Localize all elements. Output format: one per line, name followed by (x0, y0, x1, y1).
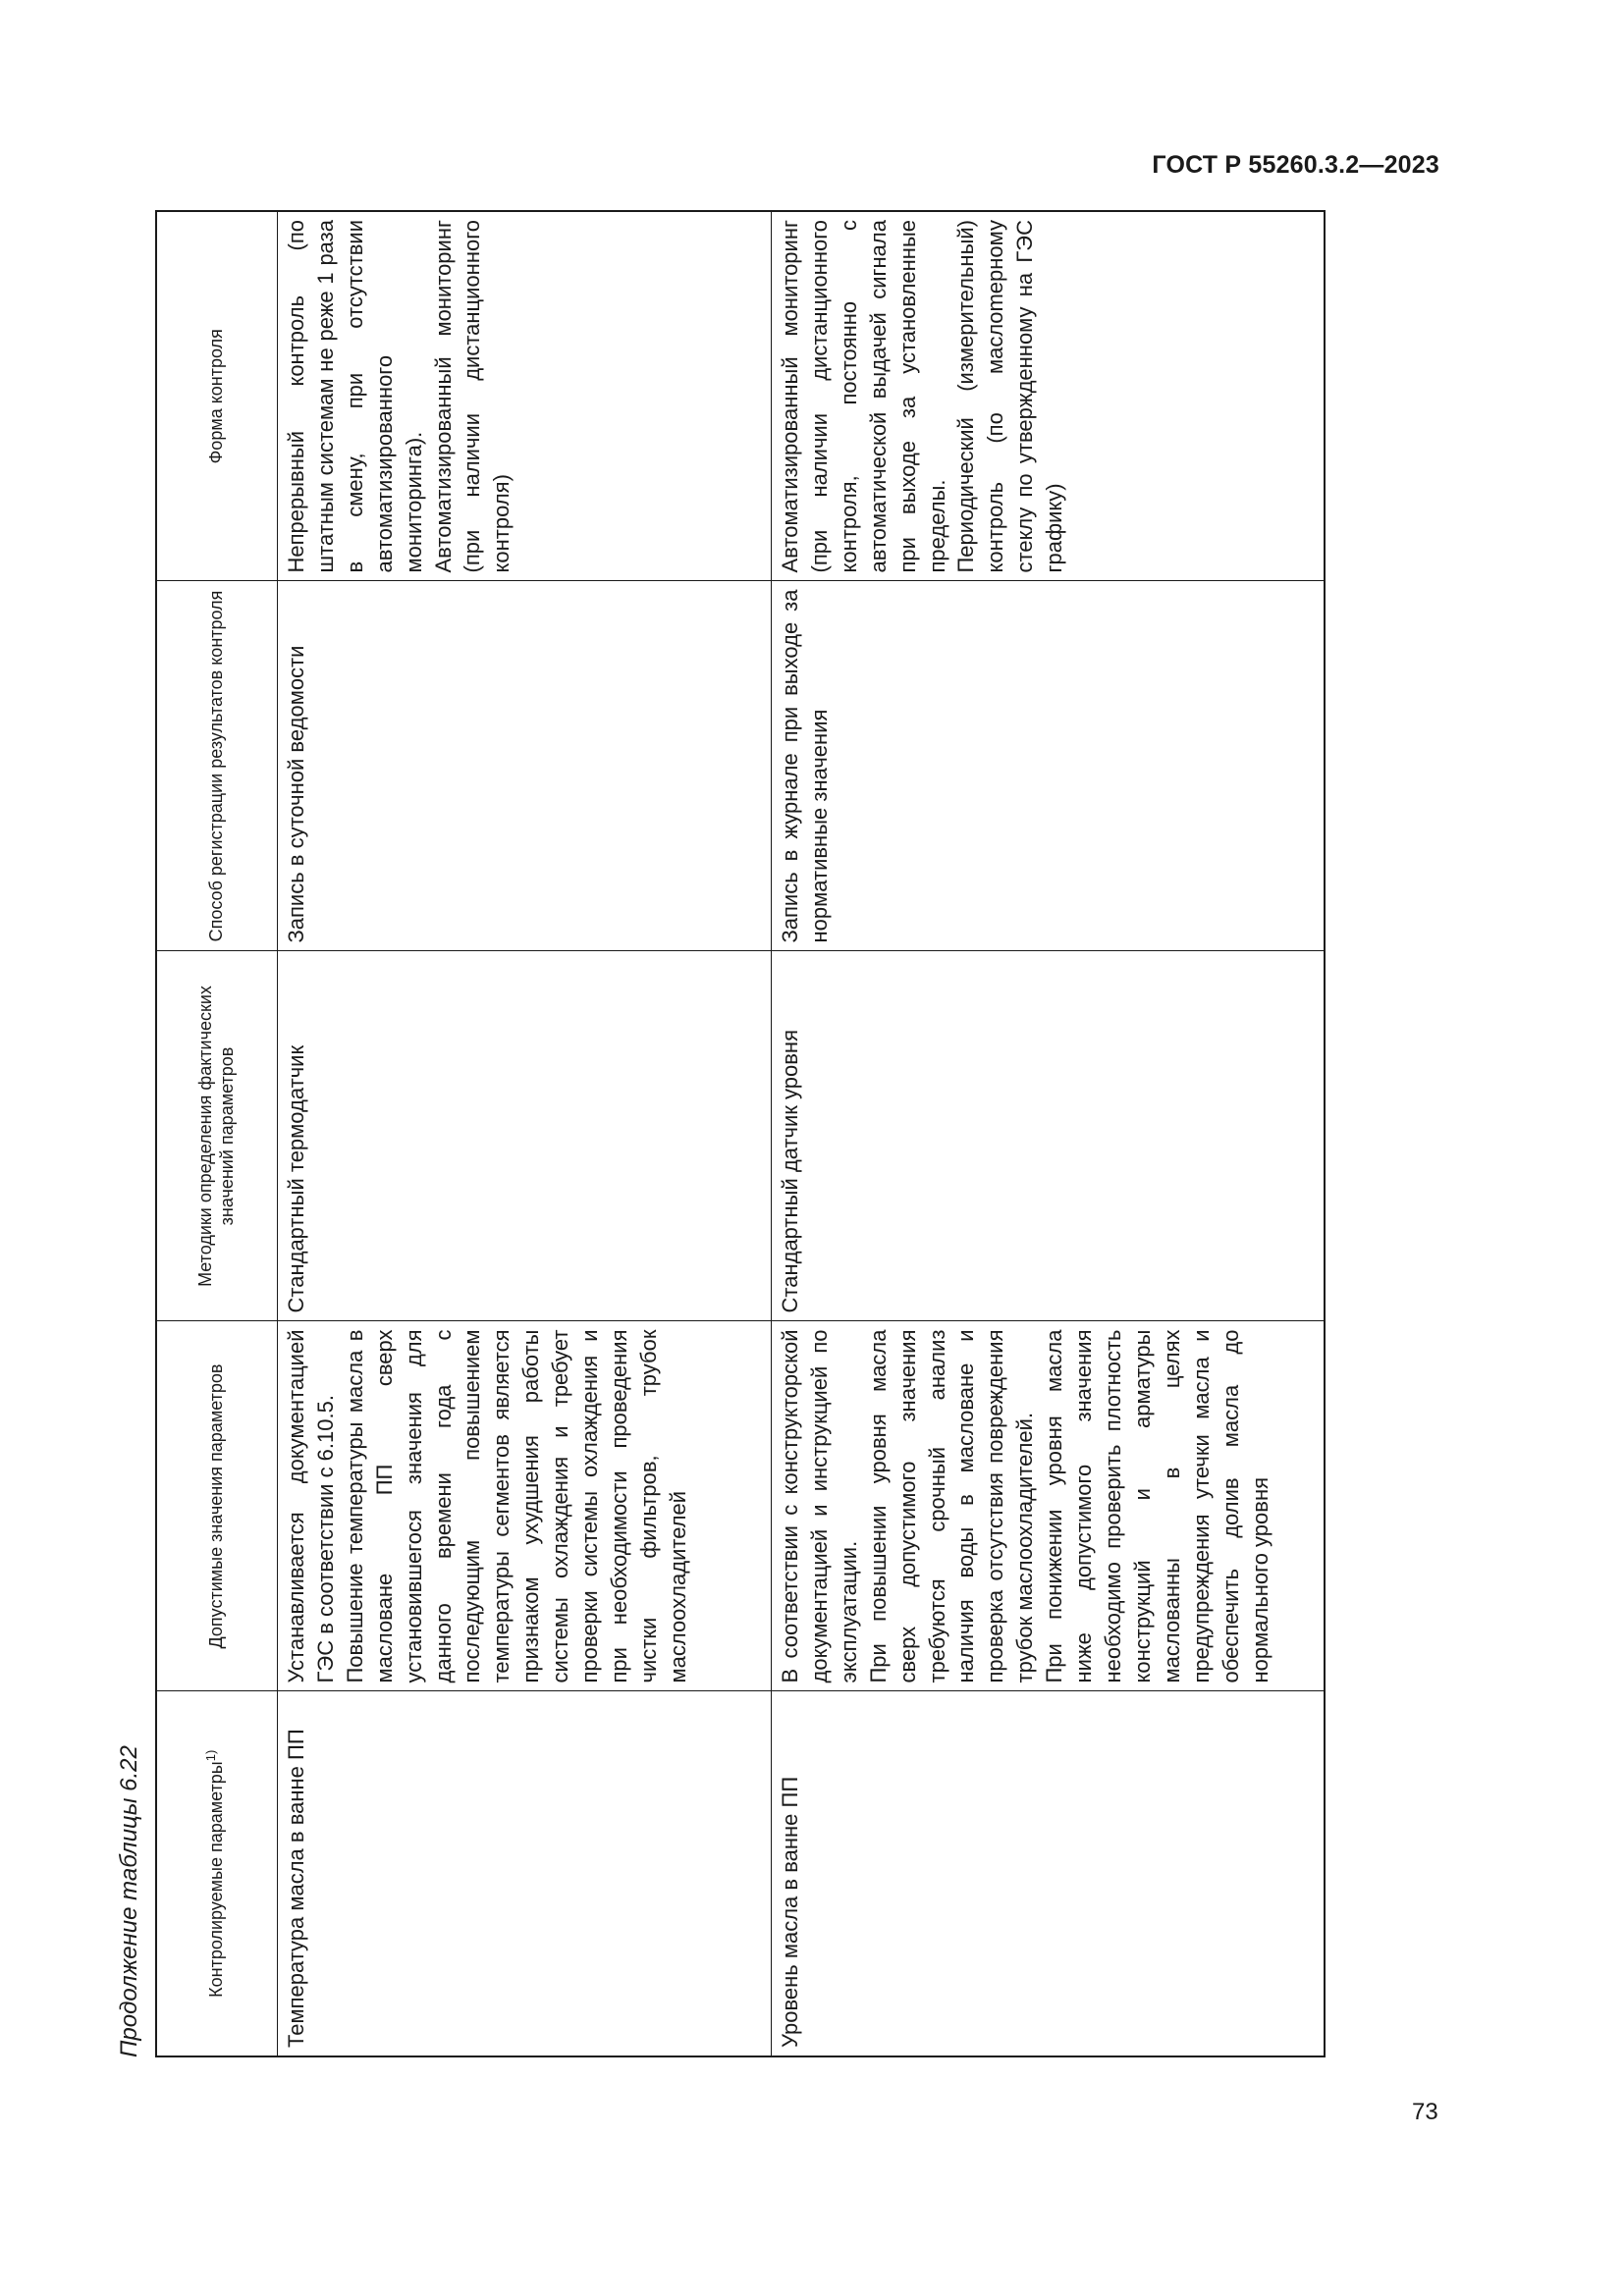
cell-paragraph: Периодический (измерительный) контроль (по маслomерному стеклу по утвержденному на ГЭС графику) (953, 220, 1067, 573)
cell-paragraph: Непрерывный контроль (по штатным системам не реже 1 раза в смену, при отсутствии автоматизированного мониторинга). (284, 220, 426, 573)
column-header-allowed-values: Допустимые значения параметров (156, 1321, 278, 1691)
rotated-table-area (108, 212, 1311, 2057)
cell-allowed-values (772, 1321, 1326, 1691)
cell-paragraph: При повышении уровня масла сверх допустимого значения требуются срочный анализ наличия воды в масловане и проверка отсутствия повреждения трубок маслоохладителей. (865, 1329, 1038, 1683)
column-header-methods: Методики определения фактических значений параметров (156, 951, 278, 1321)
table-continuation-label: Продолжение таблицы 6.22 (116, 1745, 142, 2057)
parameters-table (155, 210, 1326, 2057)
cell-paragraph: При понижении уровня масла ниже допустимого значения необходимо проверить плотность конструкций и арматуры маслованны в целях предупреждения утечки масла и обеспечить долив масла до нормального уровня (1042, 1329, 1272, 1683)
standard-code: ГОСТ Р 55260.3.2—2023 (1152, 151, 1439, 179)
cell-allowed-values (278, 1321, 772, 1691)
cell-paragraph: В соответствии с конструкторской документацией и инструкцией по эксплуатации. (778, 1329, 861, 1683)
cell-paragraph: Устанавливается документацией ГЭС в соответствии с 6.10.5. (284, 1329, 338, 1683)
cell-parameter: Температура масла в ванне ПП (278, 1691, 772, 2056)
cell-registration: Запись в журнале при выходе за нормативные значения (772, 581, 1326, 951)
cell-paragraph: Автоматизированный мониторинг (при наличии дистанционного контроля) (430, 220, 514, 573)
cell-paragraph: Автоматизированный мониторинг (при наличии дистанционного контроля, постоянно с автоматической выдачей сигнала при выходе за установленные пределы. (778, 220, 949, 573)
cell-parameter: Уровень масла в ванне ПП (772, 1691, 1326, 2056)
page-number: 73 (1412, 2099, 1438, 2125)
footnote-marker: 1) (203, 1749, 219, 1762)
column-header-parameters: Контролируемые параметры$^{1)}$ (156, 1691, 278, 2056)
table-header-row (156, 211, 278, 2056)
cell-registration: Запись в суточной ведомости (278, 581, 772, 951)
cell-method: Стандартный термодатчик (278, 951, 772, 1321)
column-header-control-form: Форма контроля (156, 211, 278, 581)
cell-control-form (278, 211, 772, 581)
table-row (278, 211, 772, 2056)
table-row (772, 211, 1326, 2056)
cell-paragraph: Повышение температуры масла в масловане ПП сверх установившегося значения для данного времени года с последующим повышением температуры сегментов является признаком ухудшения работы системы охлаждения и требует проверки системы охлаждения и при необходимости проведения чистки фильтров, трубок маслоохладителей (342, 1329, 690, 1683)
cell-control-form (772, 211, 1326, 581)
column-header-registration: Способ регистрации результатов контроля (156, 581, 278, 951)
cell-method: Стандартный датчик уровня (772, 951, 1326, 1321)
